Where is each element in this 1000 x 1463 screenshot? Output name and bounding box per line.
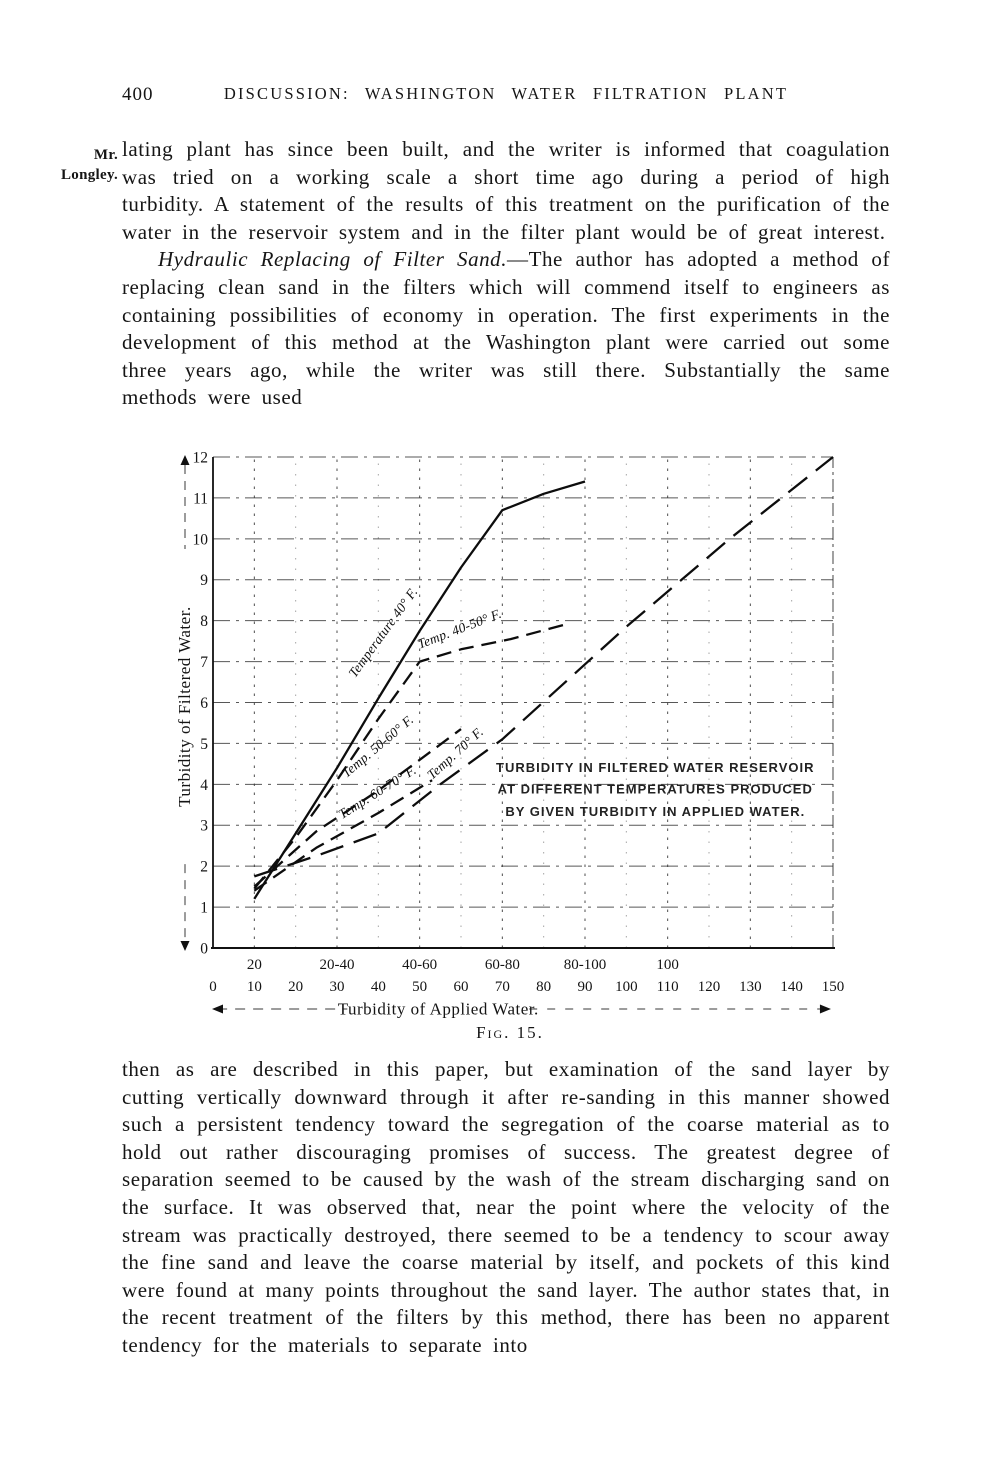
- x-range-tick-label: 60-80: [484, 957, 520, 973]
- margin-note-line2: Longley.: [61, 167, 118, 183]
- y-tick-label: 11: [193, 490, 208, 508]
- y-tick-label: 10: [192, 531, 208, 549]
- x-tick-label: 80: [536, 979, 552, 995]
- curve-temperature-40f: [254, 482, 585, 899]
- paragraph-lead-rest: —The author has adopted a method of replacing clean sand in the filters which will commend itself to engineers as containing possibilities of economy in operation. The first experiments in the development of this method at the Washington plant were carried out some three years ago, while the writer was still there. Substantially the same methods were used: [122, 247, 890, 410]
- chart-annotation-line: AT DIFFERENT TEMPERATURES PRODUCED: [497, 781, 813, 797]
- x-tick-label: 90: [577, 979, 593, 995]
- page-number: 400: [122, 84, 154, 105]
- y-tick-label: 12: [192, 449, 208, 467]
- y-axis-up-arrowhead: [181, 455, 190, 465]
- x-range-tick-label: 20: [246, 957, 262, 973]
- x-axis-label: Turbidity of Applied Water.: [337, 999, 539, 1019]
- x-tick-label: 50: [412, 979, 428, 995]
- curve-temperature-40f-label: Temperature 40° F.: [345, 584, 421, 681]
- x-tick-label: 40: [370, 979, 386, 995]
- page-header: [122, 84, 890, 110]
- y-tick-label: 2: [200, 858, 208, 876]
- chart-annotation-line: BY GIVEN TURBIDITY IN APPLIED WATER.: [505, 803, 806, 819]
- x-tick-label: 30: [329, 979, 345, 995]
- y-tick-label: 9: [200, 572, 208, 590]
- x-range-tick-label: 80-100: [563, 957, 607, 973]
- paragraph-lead-italic: Hydraulic Replacing of Filter Sand.: [158, 247, 508, 272]
- x-tick-label: 130: [739, 979, 762, 995]
- curve-temp-40-50f: [254, 625, 564, 889]
- y-tick-label: 0: [200, 940, 208, 958]
- figure-15: [150, 438, 870, 1023]
- x-tick-label: 100: [615, 979, 638, 995]
- x-range-tick-label: 20-40: [319, 957, 355, 973]
- x-tick-label: 140: [780, 979, 803, 995]
- paragraph-continuation: lating plant has since been built, and the writer is informed that coagulation was tried on a working scale a short time ago during a period of high turbidity. A statement of the results of this treatment on the purification of the water in the reservoir system and in the filter plant would be of great interest.: [122, 137, 890, 244]
- curve-temp-60-70f: [254, 780, 432, 891]
- y-axis-down-arrowhead: [181, 941, 190, 951]
- paragraph-after-figure: then as are described in this paper, but examination of the sand layer by cutting vertically downward through it after re-sanding in this manner showed such a persistent tendency toward the segregation of the coarse material as to hold out rather discouraging promises of success. The greatest degree of separation seemed to be caused by the wash of the stream discharging sand on the surface. It was observed that, near the point where the velocity of the stream was practically destroyed, there seemed to be a tendency to scour away the fine sand and leave the coarse material by itself, and pockets of this kind were found at many points throughout the sand layer. The author states that, in the recent treatment of the filters by this method, there has been no apparent tendency for the materials to separate into: [122, 1057, 890, 1357]
- x-range-tick-label: 100: [656, 957, 679, 973]
- x-range-tick-label: 40-60: [402, 957, 438, 973]
- y-tick-label: 8: [200, 613, 208, 631]
- y-tick-label: 5: [200, 735, 208, 753]
- x-tick-label: 70: [494, 979, 510, 995]
- margin-note-speaker: [30, 145, 118, 185]
- body-text-above-figure: [122, 136, 890, 412]
- chart-annotation-line: TURBIDITY IN FILTERED WATER RESERVOIR: [496, 760, 815, 776]
- y-tick-label: 4: [200, 776, 208, 794]
- x-tick-label: 150: [821, 979, 845, 995]
- x-tick-label: 20: [288, 979, 304, 995]
- turbidity-chart: [150, 438, 870, 1023]
- x-axis-left-arrowhead: [212, 1005, 223, 1014]
- paragraph-hydraulic-replacing: [122, 246, 890, 412]
- figure-caption: Fig. 15.: [476, 1023, 544, 1042]
- curve-temp-50-60f-label: Temp. 50-60° F.: [338, 711, 417, 781]
- y-tick-label: 3: [200, 817, 208, 835]
- y-tick-label: 1: [200, 899, 208, 917]
- x-tick-label: 110: [656, 979, 679, 995]
- x-axis-right-arrowhead: [820, 1005, 831, 1014]
- x-tick-label: 120: [697, 979, 721, 995]
- body-text-below-figure: [122, 1056, 890, 1360]
- x-tick-label: 10: [246, 979, 262, 995]
- x-tick-label: 60: [453, 979, 469, 995]
- curve-temp-40-50f-label: Temp. 40-50° F.: [415, 605, 504, 652]
- y-axis-label: Turbidity of Filtered Water.: [175, 606, 194, 807]
- x-tick-label: 0: [209, 979, 217, 995]
- curve-temp-60-70f-label: Temp. 60-70° F.: [335, 762, 419, 822]
- margin-note-line1: Mr.: [93, 147, 118, 163]
- curve-temp-70f-label: Temp. 70° F.: [424, 724, 487, 783]
- y-tick-label: 6: [200, 694, 208, 712]
- running-title: DISCUSSION: WASHINGTON WATER FILTRATION PLANT: [223, 84, 789, 103]
- y-tick-label: 7: [200, 654, 208, 672]
